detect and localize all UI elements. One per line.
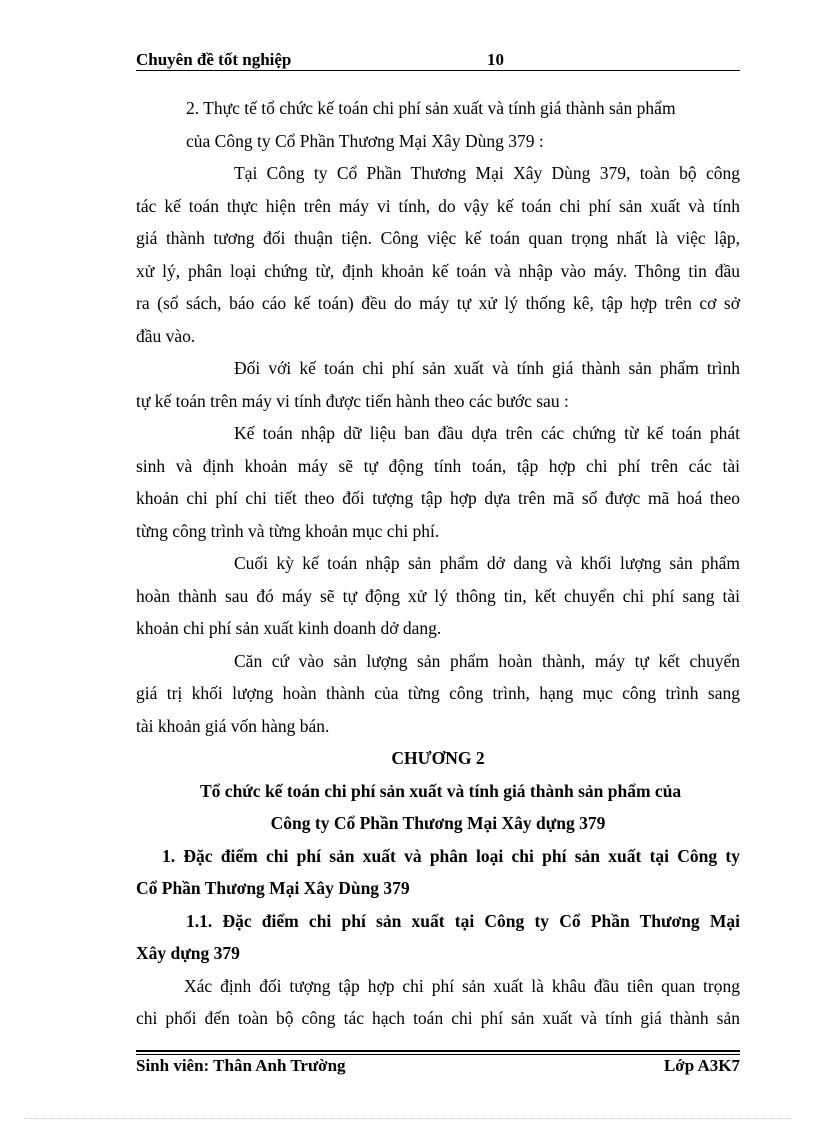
paragraph-line: Kế toán nhập dữ liệu ban đầu dựa trên các chứng từ kế toán phát xyxy=(234,423,740,443)
paragraph-line: từng công trình và từng khoản mục chi phí. xyxy=(136,520,440,541)
paragraph-line: khoản chi phí sản xuất kinh doanh dở dang. xyxy=(136,618,442,638)
subsection-heading: 1.1. Đặc điểm chi phí sản xuất tại Công ty Cổ Phần Thương Mại xyxy=(186,910,740,931)
paragraph-line: chi phối đến toàn bộ công tác hạch toán chi phí sản xuất và tính giá thành sản xyxy=(136,1008,740,1028)
page-bottom-dotted-line xyxy=(24,1118,792,1119)
paragraph-line: giá trị khối lượng hoàn thành của từng công trình, hạng mục công trình sang xyxy=(136,683,740,703)
paragraph-line: khoản chi phí chi tiết theo đối tượng tập hợp dựa trên mã số được mã hoá theo xyxy=(136,488,740,508)
header-rule xyxy=(136,70,740,71)
paragraph-line: Đối với kế toán chi phí sản xuất và tính giá thành sản phẩm trình xyxy=(234,358,740,378)
footer-rule xyxy=(136,1054,740,1055)
paragraph-line: xử lý, phân loại chứng từ, định khoản kế toán và nhập vào máy. Thông tin đầu xyxy=(136,260,740,281)
footer-rule xyxy=(136,1050,740,1052)
paragraph-line: Xác định đối tượng tập hợp chi phí sản xuất là khâu đầu tiên quan trọng xyxy=(184,975,740,996)
section-heading: 2. Thực tế tổ chức kế toán chi phí sản xuất và tính giá thành sản phẩm xyxy=(186,98,676,118)
paragraph-line: sinh và định khoản máy sẽ tự động tính toán, tập hợp chi phí trên các tài xyxy=(136,455,740,476)
page-number: 10 xyxy=(487,50,504,69)
paragraph-line: Căn cứ vào sản lượng sản phẩm hoàn thành, máy tự kết chuyển xyxy=(234,650,740,671)
paragraph-line: tự kế toán trên máy vi tính được tiến hành theo các bước sau : xyxy=(136,390,569,411)
paragraph-line: ra (sổ sách, báo cáo kế toán) đều do máy tự xử lý thống kê, tập hợp trên cơ sở xyxy=(136,293,740,313)
class-name: Lớp A3K7 xyxy=(663,1056,740,1075)
student-name: Sinh viên: Thân Anh Trường xyxy=(136,1056,346,1075)
paragraph-line: tác kế toán thực hiện trên máy vi tính, do vậy kế toán chi phí sản xuất và tính xyxy=(136,195,740,216)
paragraph-line: đầu vào. xyxy=(136,325,196,346)
chapter-title: Công ty Cổ Phần Thương Mại Xây dựng 379 xyxy=(270,813,606,833)
header-title: Chuyên đề tốt nghiệp xyxy=(136,50,292,69)
chapter-label: CHƯƠNG 2 xyxy=(391,748,485,768)
document-body xyxy=(136,92,740,1035)
paragraph-line: hoàn thành sau đó máy sẽ tự động xử lý thông tin, kết chuyển chi phí sang tài xyxy=(136,585,740,606)
subsection-heading: Xây dựng 379 xyxy=(136,943,240,963)
page-footer xyxy=(136,1050,740,1080)
section-heading: 1. Đặc điểm chi phí sản xuất và phân loại chi phí sản xuất tại Công ty xyxy=(162,845,740,866)
paragraph-line: Cuối kỳ kế toán nhập sản phẩm dở dang và khối lượng sản phẩm xyxy=(234,553,740,573)
paragraph-line: giá thành tương đối thuận tiện. Công việc kế toán quan trọng nhất là việc lập, xyxy=(136,228,740,248)
chapter-title: Tổ chức kế toán chi phí sản xuất và tính giá thành sản phẩm của xyxy=(200,780,682,801)
page-header xyxy=(136,46,740,72)
paragraph-line: tài khoản giá vốn hàng bán. xyxy=(136,715,330,736)
paragraph-line: Tại Công ty Cổ Phần Thương Mại Xây Dùng 379, toàn bộ công xyxy=(234,163,740,183)
section-heading: Cổ Phần Thương Mại Xây Dùng 379 xyxy=(136,878,410,898)
section-heading: của Công ty Cổ Phần Thương Mại Xây Dùng 379 : xyxy=(186,130,544,151)
